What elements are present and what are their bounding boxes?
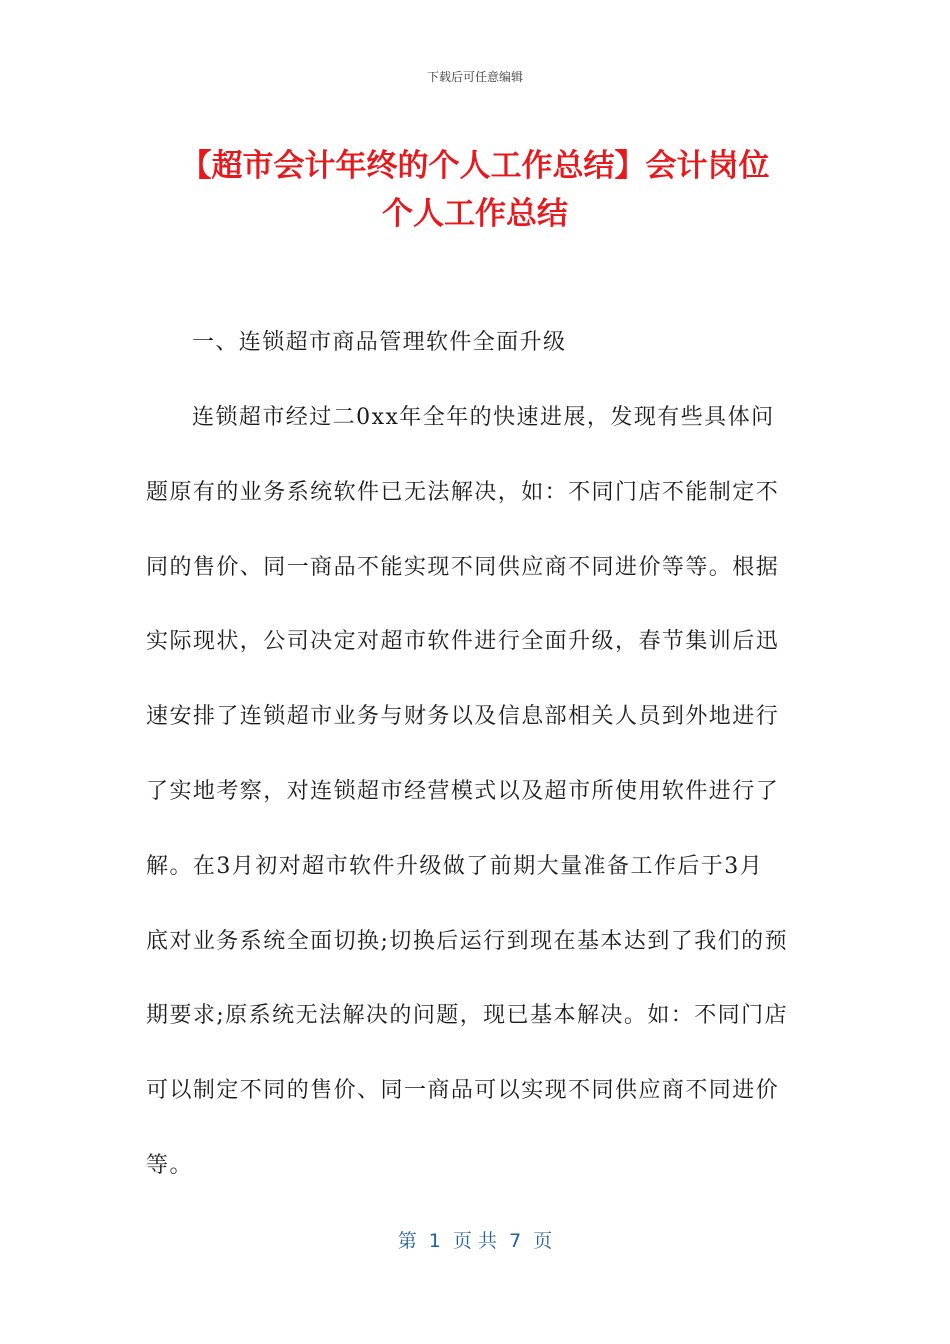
page-footer: 第 1 页 共 7 页: [397, 1230, 553, 1252]
document-title: [140, 142, 810, 238]
paragraph-line: 等。: [146, 1152, 193, 1178]
paragraph-line: 实际现状，公司决定对超市软件进行全面升级，春节集训后迅: [146, 629, 780, 655]
title-line: 个人工作总结: [382, 196, 568, 232]
paragraph-line: 期要求;原系统无法解决的问题，现已基本解决。如：不同门店: [146, 1003, 789, 1029]
header-note: 下载后可任意编辑: [426, 70, 523, 84]
section-heading: 一、连锁超市商品管理软件全面升级: [192, 330, 567, 355]
paragraph-line: 速安排了连锁超市业务与财务以及信息部相关人员到外地进行: [146, 704, 780, 730]
paragraph-line: 同的售价、同一商品不能实现不同供应商不同进价等等。根据: [146, 554, 780, 580]
paragraph-line: 解。在3月初对超市软件升级做了前期大量准备工作后于3月: [146, 853, 764, 879]
paragraph-line: 可以制定不同的售价、同一商品可以实现不同供应商不同进价: [146, 1078, 780, 1104]
paragraph-line: 题原有的业务系统软件已无法解决，如：不同门店不能制定不: [146, 479, 780, 505]
document-body: [146, 318, 806, 1216]
paragraph-line: 连锁超市经过二0xx年全年的快速进展，发现有些具体问: [192, 405, 775, 430]
title-line: 【超市会计年终的个人工作总结】会计岗位: [180, 148, 770, 184]
paragraph-line: 底对业务系统全面切换;切换后运行到现在基本达到了我们的预: [146, 928, 789, 954]
paragraph-line: 了实地考察，对连锁超市经营模式以及超市所使用软件进行了: [146, 778, 780, 804]
